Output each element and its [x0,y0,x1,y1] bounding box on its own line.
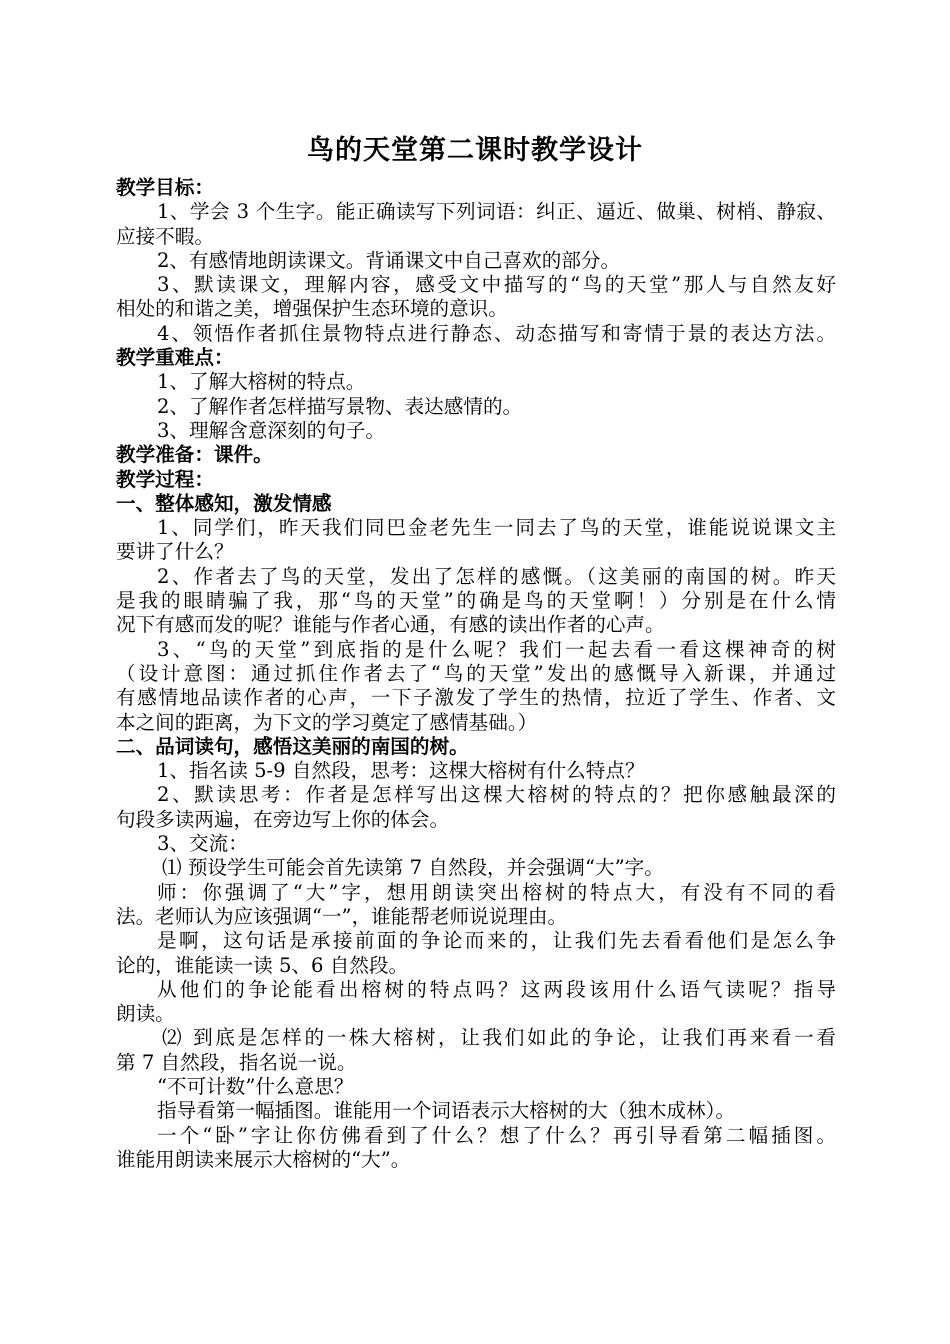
paragraph-line: ⑴ 预设学生可能会首先读第 7 自然段，并会强调“大”字。 [162,856,664,880]
paragraph-line: 3、“鸟的天堂”到底指的是什么呢？我们一起去看一看这棵神奇的树 [157,637,836,661]
key-point-item: 1、了解大榕树的特点。 [157,370,366,394]
paragraph-line: 本之间的距离，为下文的学习奠定了感情基础。） [116,710,538,734]
paragraph-line: 是我的眼睛骗了我，那“鸟的天堂”的确是鸟的天堂啊！）分别是在什么情 [116,589,836,613]
paragraph-line: 从他们的争论能看出榕树的特点吗？这两段该用什么语气读呢？指导 [157,977,836,1001]
paragraph-line: 2、作者去了鸟的天堂，发出了怎样的感慨。（这美丽的南国的树。昨天 [157,564,836,588]
paragraph-line: （设计意图：通过抓住作者去了“鸟的天堂”发出的感慨导入新课，并通过 [116,661,836,685]
paragraph-line: 2、默读思考：作者是怎样写出这棵大榕树的特点的？把你感触最深的 [157,783,836,807]
objective-item: 4、领悟作者抓住景物特点进行静态、动态描写和寄情于景的表达方法。 [157,321,836,345]
paragraph-line: 况下有感而发的呢？谁能与作者心通，有感的读出作者的心声。 [116,613,665,637]
paragraph-line: 相处的和谐之美，增强保护生态环境的意识。 [116,297,508,321]
paragraph-line: 指导看第一幅插图。谁能用一个词语表示大榕树的大（独木成林）。 [157,1099,736,1123]
paragraph-line: 1、同学们，昨天我们同巴金老先生一同去了鸟的天堂，谁能说说课文主 [157,516,836,540]
paragraph-line: 师：你强调了“大”字，想用朗读突出榕树的特点大，有没有不同的看 [157,880,836,904]
document-title: 鸟的天堂第二课时教学设计 [307,135,643,166]
paragraph-line: 是啊，这句话是承接前面的争论而来的，让我们先去看看他们是怎么争 [157,929,836,953]
section-heading-key-points: 教学重难点： [116,346,234,370]
objective-item: 2、有感情地朗读课文。背诵课文中自己喜欢的部分。 [157,248,621,272]
paragraph-line: 1、指名读 5-9 自然段，思考：这棵大榕树有什么特点？ [157,759,645,783]
paragraph-line: 句段多读两遍，在旁边写上你的体会。 [116,807,450,831]
paragraph-line: 一个“卧”字让你仿佛看到了什么？想了什么？再引导看第二幅插图。 [157,1123,836,1147]
paragraph-line: 有感情地品读作者的心声，一下子激发了学生的热情，拉近了学生、作者、文 [116,686,836,710]
section-heading-process: 教学过程： [116,467,214,491]
section-heading-preparation: 教学准备：课件。 [116,443,273,467]
paragraph-line: 3、交流： [157,832,248,856]
paragraph-line: 要讲了什么？ [116,540,234,564]
paragraph-line: 论的，谁能读一读 5、6 自然段。 [116,953,409,977]
subsection-heading-1: 一、整体感知，激发情感 [116,491,332,515]
section-heading-objectives: 教学目标： [116,176,214,199]
paragraph-line: 朗读。 [116,1002,175,1026]
paragraph-line: 法。老师认为应该强调“一”，谁能帮老师说说理由。 [116,904,568,928]
objective-item: 3、默读课文，理解内容，感受文中描写的“鸟的天堂”那人与自然友好 [157,273,836,297]
key-point-item: 2、了解作者怎样描写景物、表达感情的。 [157,394,523,418]
paragraph-line: 谁能用朗读来展示大榕树的“大”。 [116,1147,411,1171]
objective-item: 1、学会 3 个生字。能正确读写下列词语：纠正、逼近、做巢、树梢、静寂、 [157,200,836,224]
document-body [116,176,836,1172]
paragraph-line: 应接不暇。 [116,224,214,248]
paragraph-line: ⑵ 到底是怎样的一株大榕树，让我们如此的争论，让我们再来看一看 [162,1026,836,1050]
paragraph-line: 第 7 自然段，指名说一说。 [116,1050,357,1074]
paragraph-line: “不可计数”什么意思？ [157,1074,354,1098]
key-point-item: 3、理解含意深刻的句子。 [157,418,385,442]
subsection-heading-2: 二、品词读句，感悟这美丽的南国的树。 [116,734,469,758]
